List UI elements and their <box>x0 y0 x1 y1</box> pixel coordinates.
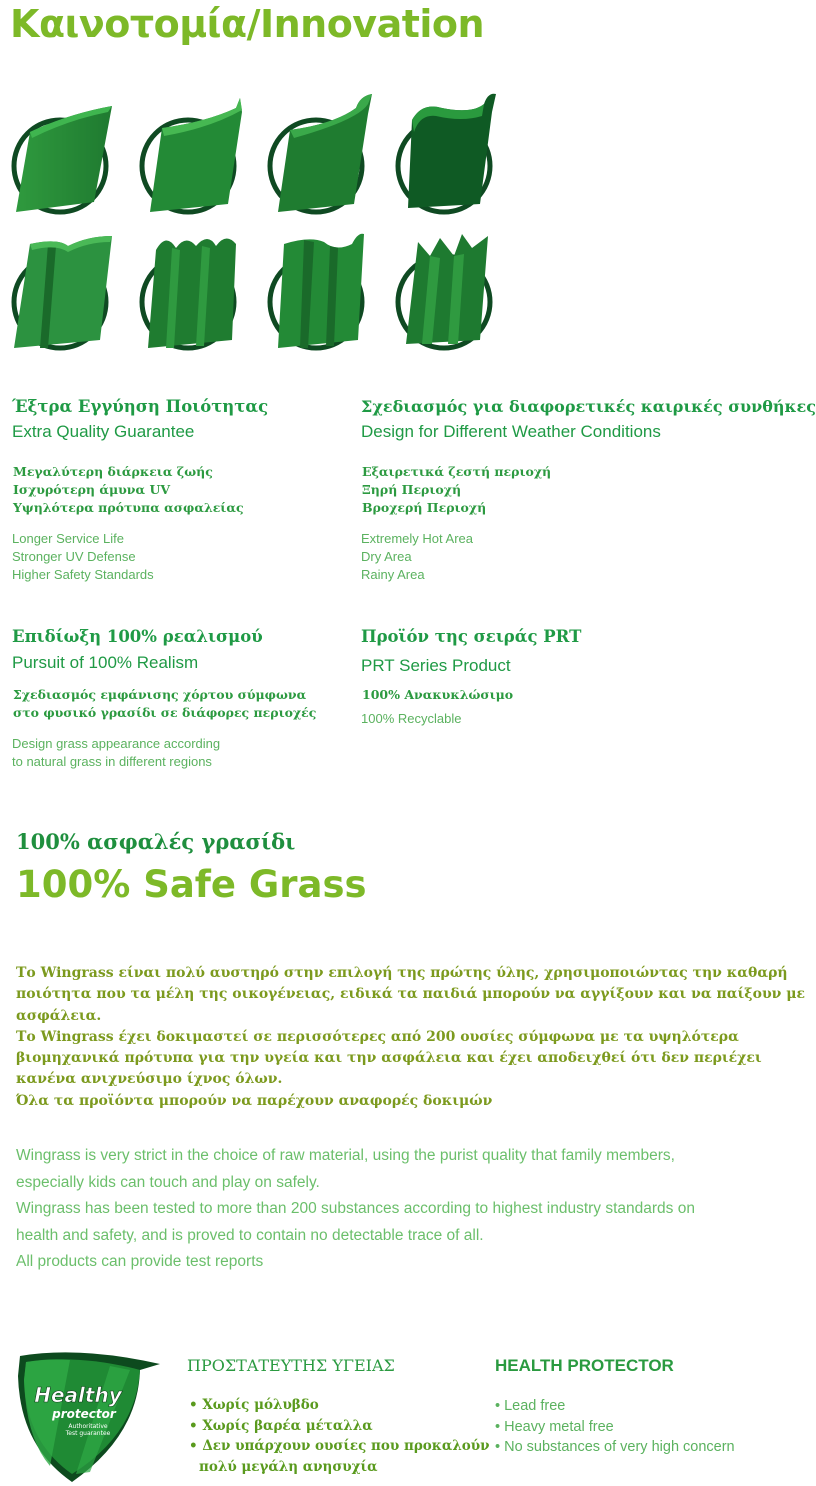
realism-list-gr: Σχεδιασμός εμφάνισης χόρτου σύμφωνα στο φυσικό γρασίδι σε διάφορες περιοχές <box>13 687 317 720</box>
health-title-gr: ΠΡΟΣΤΑΤΕΥΤΗΣ ΥΓΕΙΑΣ <box>187 1356 395 1375</box>
quality-title-gr: Έξτρα Εγγύηση Ποιότητας <box>12 397 269 416</box>
badge-small-2: Test guarantee <box>65 1430 111 1437</box>
realism-list-en: Design grass appearance according to natural grass in different regions <box>12 736 221 769</box>
weather-title-en: Design for Different Weather Conditions <box>361 422 661 441</box>
safe-paragraph-gr: Το Wingrass είναι πολύ αυστηρό στην επιλογή της πρώτης ύλης, χρησιμοποιώντας την καθαρή ποιότητα που τα μέλη της οικογένειας, ειδικά τα παιδιά μπορούν να αγγίξουν και να παίξουν με ασφάλεια. Το Wingrass έχει δοκιμαστεί σε περισσότερες από 200 ουσίες σύμφωνα με τα υψηλότερα βιομηχανικά πρότυπα για την υγεία και την ασφάλεια και έχει αποδειχθεί ότι δεν περιέχει κανένα ανιχνεύσιμο ίχνος όλων. Όλα τα προϊόντα μπορούν να παρέχουν αναφορές δοκιμών <box>16 965 805 1109</box>
health-list-gr <box>189 1395 490 1477</box>
blade-flat-icon <box>8 92 128 218</box>
health-list-en <box>495 1396 735 1458</box>
blade-curled-icon <box>264 92 384 218</box>
list-item: • Χωρίς βαρέα μέταλλα <box>189 1417 373 1434</box>
blade-curved-edge-icon <box>136 92 256 218</box>
badge-subtitle: protector <box>52 1407 116 1421</box>
blade-deep-curl-icon <box>392 92 512 218</box>
realism-title-gr: Επιδίωξη 100% ρεαλισμού <box>12 627 263 646</box>
blade-ridged-icon <box>8 228 128 354</box>
blade-zigzag-icon <box>392 228 512 354</box>
weather-list-gr: Εξαιρετικά ζεστή περιοχή Ξηρή Περιοχή Βροχερή Περιοχή <box>362 464 552 515</box>
realism-title-en: Pursuit of 100% Realism <box>12 653 199 672</box>
safe-title-en: 100% Safe Grass <box>16 863 367 906</box>
blade-notched-icon <box>264 228 384 354</box>
blade-grid <box>8 92 498 354</box>
list-item: • Χωρίς μόλυβδο <box>189 1397 319 1413</box>
list-item: • Δεν υπάρχουν ουσίες που προκαλούν <box>189 1438 490 1454</box>
quality-list-gr: Μεγαλύτερη διάρκεια ζωής Ισχυρότερη άμυνα UV Υψηλότερα πρότυπα ασφαλείας <box>13 464 244 515</box>
quality-title-en: Extra Quality Guarantee <box>12 422 195 441</box>
prt-title-gr: Προϊόν της σειράς PRT <box>361 627 582 646</box>
list-item: • No substances of very high concern <box>495 1439 735 1455</box>
badge-title: Healthy <box>34 1383 122 1407</box>
blade-wave-icon <box>136 228 256 354</box>
quality-list-en: Longer Service Life Stronger UV Defense Higher Safety Standards <box>12 531 154 582</box>
list-item: πολύ μεγάλη ανησυχία <box>199 1458 378 1475</box>
weather-title-gr: Σχεδιασμός για διαφορετικές καιρικές συνθήκες <box>361 397 816 416</box>
safe-paragraph-en: Wingrass is very strict in the choice of raw material, using the purist quality that family members, especially kids can touch and play on safely. Wingrass has been tested to more than 200 substances according to highest industry standards on health and safety, and is proved to contain no detectable trace of all. All products can provide test reports <box>16 1147 695 1270</box>
prt-list-en: 100% Recyclable <box>361 711 462 726</box>
list-item: • Heavy metal free <box>495 1418 614 1435</box>
list-item: • Lead free <box>495 1398 566 1414</box>
healthy-protector-shield-icon <box>10 1346 170 1486</box>
badge-small-1: Authoritative <box>68 1423 108 1430</box>
prt-title-en: PRT Series Product <box>361 656 511 675</box>
page-title: Καινοτομία/Innovation <box>10 2 485 46</box>
weather-list-en: Extremely Hot Area Dry Area Rainy Area <box>361 531 473 582</box>
safe-title-gr: 100% ασφαλές γρασίδι <box>16 829 296 854</box>
health-title-en: HEALTH PROTECTOR <box>495 1356 674 1375</box>
prt-list-gr: 100% Ανακυκλώσιμο <box>362 687 514 702</box>
